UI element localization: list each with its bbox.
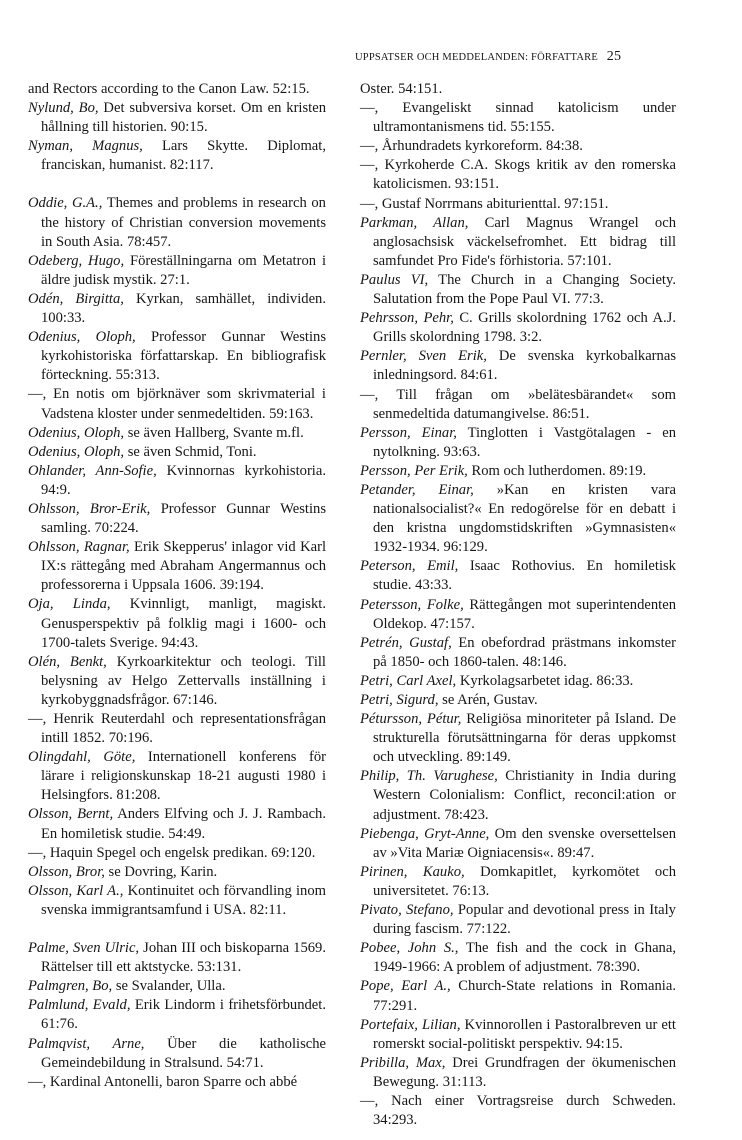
entry-text: Kontinuitet och förvandling inom svenska immigrantsamfund i USA. 82:11. xyxy=(41,882,326,918)
author-name: Portefaix, Lilian, xyxy=(360,1016,461,1033)
author-name: Petander, Einar, xyxy=(360,481,474,498)
entry-text: Über die katholische Gemeindebildung in Stralsund. 54:71. xyxy=(41,1035,326,1071)
entry-text: Om den svenske oversettelsen av »Vita Mariæ Oigniacensis«. 89:47. xyxy=(373,825,676,861)
author-name: Peterson, Emil, xyxy=(360,558,459,575)
index-entry xyxy=(28,194,326,251)
entry-text: se Svalander, Ulla. xyxy=(112,978,226,995)
index-entry xyxy=(360,386,676,424)
author-name: Olsson, Karl A., xyxy=(28,882,124,899)
author-name: Petri, Sigurd, xyxy=(360,692,439,708)
entry-text: Rättegången mot superintendenten Oldekop. 47:157. xyxy=(373,596,676,632)
index-entry xyxy=(28,1035,326,1073)
author-name: Pope, Earl A., xyxy=(360,978,451,995)
author-name: Oja, Linda, xyxy=(28,596,111,613)
author-name: Philip, Th. Varughese, xyxy=(360,768,498,785)
index-entry xyxy=(360,99,676,137)
entry-text: —, Kardinal Antonelli, baron Sparre och abbé xyxy=(28,1073,298,1090)
index-entry xyxy=(28,385,326,423)
index-entry xyxy=(28,99,326,137)
index-entry xyxy=(28,805,326,843)
author-name: Odenius, Oloph, xyxy=(28,424,125,441)
author-name: Olén, Benkt, xyxy=(28,653,107,670)
index-entry xyxy=(28,1073,326,1092)
author-name: Pirinen, Kauko, xyxy=(360,863,465,880)
entry-text: Kvinnornas kyrkohistoria. 94:9. xyxy=(41,462,326,498)
author-name: Palmqvist, Arne, xyxy=(28,1035,145,1052)
index-entry xyxy=(28,863,326,882)
index-entry xyxy=(28,653,326,710)
author-name: Pribilla, Max, xyxy=(360,1054,446,1071)
entry-text: Isaac Rothovius. En homiletisk studie. 43:33. xyxy=(373,558,676,594)
index-entry xyxy=(360,710,676,767)
entry-text: —, En notis om björknäver som skrivmaterial i Vadstena kloster under senmedeltiden. 59:163. xyxy=(28,386,326,422)
entry-text: Popular and devotional press in Italy during fascism. 77:122. xyxy=(373,902,676,938)
index-entry xyxy=(28,996,326,1034)
entry-text: The Church in a Changing Society. Salutation from the Pope Paul VI. 77:3. xyxy=(373,271,676,308)
entry-text: Carl Magnus Wrangel och anglosachsisk väckelsefromhet. Ett bidrag till samfundet Pro Fide's förhistoria. 57:101. xyxy=(373,214,676,269)
author-name: Petersson, Folke, xyxy=(360,596,464,613)
index-entry xyxy=(360,634,676,672)
left-column xyxy=(28,80,326,1092)
index-entry xyxy=(28,710,326,748)
index-entry xyxy=(360,1092,676,1130)
index-entry xyxy=(360,271,676,309)
author-name: Pobee, John S., xyxy=(360,940,459,957)
entry-text: Kyrkoarkitektur och teologi. Till belysning av Helgo Zettervalls inställning i kyrkobyggnadsfrågor. 67:146. xyxy=(41,653,326,708)
entry-text: Kyrkan, samhället, individen. 100:33. xyxy=(41,290,326,327)
index-entry xyxy=(28,538,326,595)
entry-text: —, Gustaf Norrmans abiturienttal. 97:151. xyxy=(360,195,609,212)
index-entry xyxy=(360,863,676,901)
index-entry xyxy=(360,481,676,557)
entry-text: se Dovring, Karin. xyxy=(104,863,218,880)
entry-text: Christianity in India during Western Colonialism: Conflict, reconcil:ation or adjustment. 78:423. xyxy=(373,768,676,823)
index-entry xyxy=(360,977,676,1015)
entry-text: Kvinnligt, manligt, magiskt. Genusperspektiv på folklig magi i 1600- och 1700-talets Sverige. 94:43. xyxy=(41,596,326,651)
entry-text: se Arén, Gustav. xyxy=(438,692,538,708)
index-entry xyxy=(28,462,326,500)
entry-text: —, Henrik Reuterdahl och representationsfrågan intill 1852. 70:196. xyxy=(28,711,326,747)
entry-text: Church-State relations in Romania. 77:291. xyxy=(373,978,676,1014)
index-entry xyxy=(28,882,326,920)
entry-text: Tinglotten i Vastgötalagen - en nytolkning. 93:63. xyxy=(373,424,676,460)
author-name: Parkman, Allan, xyxy=(360,214,469,231)
author-name: Paulus VI, xyxy=(360,271,429,288)
entry-text: Föreställningarna om Metatron i äldre judisk mystik. 27:1. xyxy=(41,252,326,288)
author-name: Ohlsson, Ragnar, xyxy=(28,539,130,556)
index-entry xyxy=(360,557,676,595)
entry-text: se även Schmid, Toni. xyxy=(124,443,257,460)
entry-text: Themes and problems in research on the history of Christian conversion movements in South Asia. 78:457. xyxy=(41,195,326,250)
author-name: Ohlsson, Bror-Erik, xyxy=(28,500,151,517)
author-name: Palmgren, Bo, xyxy=(28,978,113,995)
entry-text: and Rectors according to the Canon Law. 52:15. xyxy=(28,81,310,97)
index-entry xyxy=(28,500,326,538)
index-entry xyxy=(28,443,326,462)
author-name: Pernler, Sven Erik, xyxy=(360,348,487,365)
index-entry xyxy=(28,844,326,863)
entry-text: —, Till frågan om »belätesbärandet« som senmedeltida datumangivelse. 86:51. xyxy=(360,386,676,422)
entry-text: —, Evangeliskt sinnad katolicism under ultramontanismens tid. 55:155. xyxy=(360,100,676,136)
index-entry xyxy=(360,156,676,194)
author-name: Ohlander, Ann-Sofie, xyxy=(28,462,157,479)
index-entry xyxy=(360,195,676,214)
author-name: Nylund, Bo, xyxy=(28,100,99,117)
entry-text: —, Kyrkoherde C.A. Skogs kritik av den romerska katolicismen. 93:151. xyxy=(360,157,676,193)
entry-text: —, Haquin Spegel och engelsk predikan. 69:120. xyxy=(28,844,316,861)
index-entry xyxy=(360,137,676,156)
running-header xyxy=(355,49,695,65)
index-entry xyxy=(28,748,326,805)
index-entry xyxy=(360,1054,676,1092)
index-entry xyxy=(360,1016,676,1054)
index-entry xyxy=(28,290,326,328)
author-name: Persson, Einar, xyxy=(360,424,457,441)
author-name: Oddie, G.A., xyxy=(28,195,103,212)
index-entry xyxy=(28,977,326,996)
entry-text: se även Hallberg, Svante m.fl. xyxy=(124,424,304,441)
index-entry xyxy=(360,691,676,710)
index-entry xyxy=(360,309,676,347)
author-name: Palmlund, Evald, xyxy=(28,997,131,1014)
index-entry xyxy=(360,347,676,385)
entry-text: C. Grills skolordning 1762 och A.J. Grills skolordning 1798. 3:2. xyxy=(373,310,676,346)
author-name: Olsson, Bror, xyxy=(28,863,105,880)
author-name: Olsson, Bernt, xyxy=(28,806,114,823)
entry-text: En obefordrad prästmans inkomster på 1850- och 1860-talen. 48:146. xyxy=(373,634,676,670)
author-name: Petrén, Gustaf, xyxy=(360,634,452,651)
entry-text: The fish and the cock in Ghana, 1949-1966: A problem of adjustment. 78:390. xyxy=(373,940,676,976)
entry-text: Domkapitlet, kyrkomötet och universitetet. 76:13. xyxy=(373,863,676,899)
running-header-title: UPPSATSER OCH MEDDELANDEN: FÖRFATTARE xyxy=(355,52,598,63)
index-entry xyxy=(28,137,326,175)
author-name: Odeberg, Hugo, xyxy=(28,252,125,269)
entry-text: Lars Skytte. Diplomat, franciskan, humanist. 82:117. xyxy=(41,138,326,174)
author-name: Olingdahl, Göte, xyxy=(28,749,136,766)
entry-text: —, Nach einer Vortragsreise durch Schweden. 34:293. xyxy=(360,1092,676,1129)
author-name: Petri, Carl Axel, xyxy=(360,672,457,689)
entry-text: Rom och lutherdomen. 89:19. xyxy=(467,462,647,479)
entry-text: Drei Grundfragen der ökumenischen Bewegung. 31:113. xyxy=(373,1054,676,1090)
index-entry xyxy=(360,80,676,99)
index-entry xyxy=(360,462,676,481)
index-entry xyxy=(360,424,676,462)
index-entry xyxy=(28,939,326,977)
author-name: Piebenga, Gryt-Anne, xyxy=(360,825,490,842)
entry-text: De svenska kyrkobalkarnas inledningsord. 84:61. xyxy=(373,348,676,384)
author-name: Odenius, Oloph, xyxy=(28,329,136,346)
entry-text: Professor Gunnar Westins samling. 70:224. xyxy=(41,500,326,537)
author-name: Odén, Birgitta, xyxy=(28,290,124,307)
entry-text: Erik Lindorm i frihetsförbundet. 61:76. xyxy=(41,997,326,1033)
index-entry xyxy=(360,901,676,939)
entry-text: Anders Elfving och J. J. Rambach. En homiletisk studie. 54:49. xyxy=(41,806,326,842)
author-name: Odenius, Oloph, xyxy=(28,443,125,460)
entry-text: Johan III och biskoparna 1569. Rättelser till ett aktstycke. 53:131. xyxy=(41,940,326,976)
page-number: 25 xyxy=(606,49,622,64)
author-name: Palme, Sven Ulric, xyxy=(28,940,140,957)
entry-text: Internationell konferens för lärare i religionskunskap 18-21 augusti 1980 i Helsingfors. 81:208. xyxy=(41,749,326,804)
index-entry xyxy=(360,939,676,977)
entry-text: Oster. 54:151. xyxy=(360,81,443,97)
index-entry xyxy=(28,424,326,443)
index-entry xyxy=(28,252,326,290)
author-name: Pétursson, Pétur, xyxy=(360,711,462,728)
author-name: Pehrsson, Pehr, xyxy=(360,310,454,327)
entry-text: Kyrkolagsarbetet idag. 86:33. xyxy=(456,672,634,689)
index-entry xyxy=(28,595,326,652)
index-entry xyxy=(28,80,326,99)
entry-text: Erik Skepperus' inlagor vid Karl IX:s rättegång med Abraham Angermannus och professorerna i Uppsala 1606. 39:194. xyxy=(41,539,327,594)
entry-text: Kvinnorollen i Pastoralbreven ur ett romerskt social-politiskt perspektiv. 94:15. xyxy=(373,1016,676,1052)
index-entry xyxy=(360,596,676,634)
index-entry xyxy=(360,672,676,691)
right-column xyxy=(360,80,676,1130)
index-entry xyxy=(360,825,676,863)
index-entry xyxy=(360,767,676,824)
author-name: Nyman, Magnus, xyxy=(28,138,143,155)
entry-text: Det subversiva korset. Om en kristen hållning till historien. 90:15. xyxy=(41,100,326,136)
entry-text: Religiösa minoriteter på Island. De strukturella förutsättningarna för deras uppkomst och utveckling. 89:149. xyxy=(373,711,677,766)
author-name: Pivato, Stefano, xyxy=(360,902,454,919)
entry-text: Professor Gunnar Westins kyrkohistoriska författarskap. En bibliografisk förteckning. 55:313. xyxy=(41,329,326,384)
index-entry xyxy=(28,328,326,385)
author-name: Persson, Per Erik, xyxy=(360,462,468,479)
entry-text: —, Århundradets kyrkoreform. 84:38. xyxy=(360,138,583,155)
index-entry xyxy=(360,214,676,271)
entry-text: »Kan en kristen vara nationalsocialist?« En redogörelse för en debatt i den kristna ungdomstidskriften »Gymnasisten« 1932-1934. 96:129. xyxy=(373,481,676,556)
